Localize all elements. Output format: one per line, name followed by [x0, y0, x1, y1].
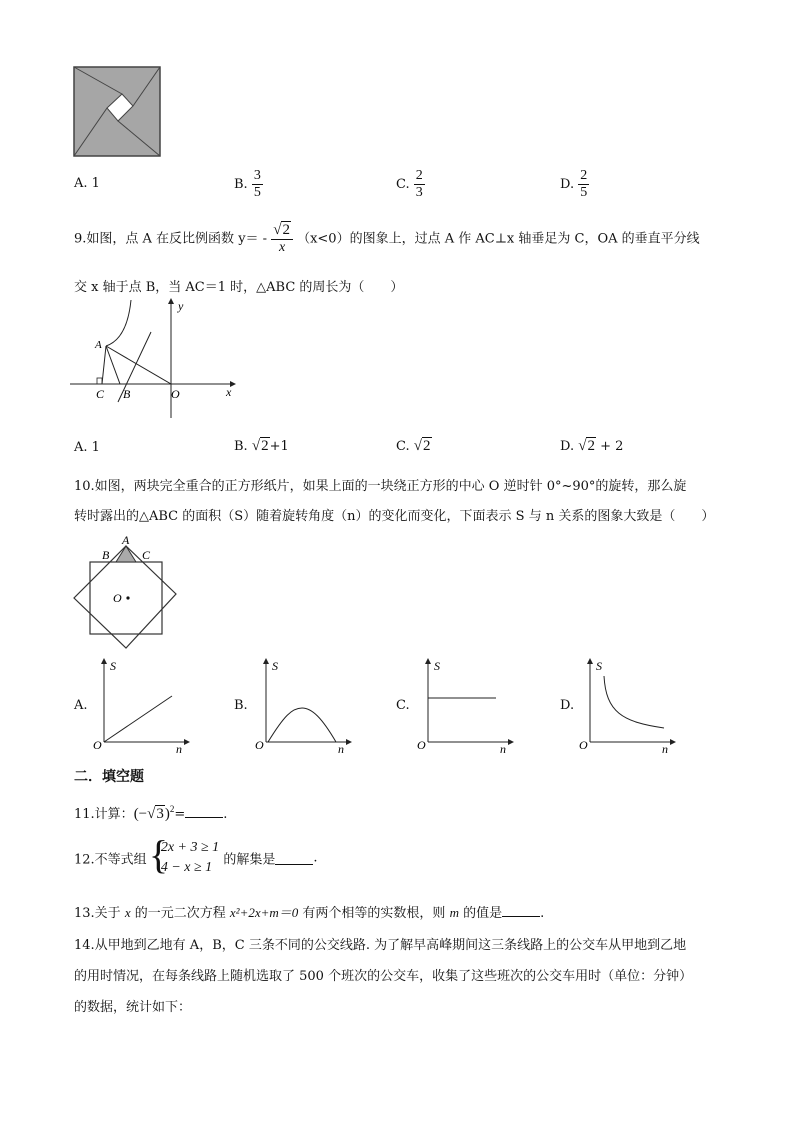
q9-question-line2: 交 x 轴于点 B，当 AC＝1 时，△ABC 的周长为（ ）	[74, 280, 404, 295]
q14-question-line2: 的用时情况，在每条线路上随机选取了 500 个班次的公交车，收集了这些班次的公交车用时（单位：分钟）	[74, 969, 693, 984]
q12-question: 12.不等式组 { 2x + 3 ≥ 1 4 − x ≥ 1 的解集是 .	[74, 838, 317, 878]
q10-label-c: C	[142, 548, 151, 562]
q9-label-y: y	[178, 299, 184, 313]
q10-graph-a	[92, 656, 192, 754]
q9-graph-figure	[70, 296, 240, 420]
q9-label-x: x	[226, 385, 232, 399]
q11-question: 11.计算：$(-√3)^2=$ .	[74, 804, 228, 822]
q12-answer-blank[interactable]	[275, 852, 313, 865]
q10-rotated-squares-figure	[72, 532, 180, 652]
q8-option-a: A. 1	[74, 176, 100, 191]
q10-label-o: O	[113, 591, 122, 605]
q8-pinwheel-figure	[73, 66, 161, 158]
q10-question-line1: 10.如图，两块完全重合的正方形纸片，如果上面的一块绕正方形的中心 O 逆时针 0°~90°的旋转，那么旋	[74, 479, 687, 494]
q10-option-a: A.	[74, 698, 88, 713]
q8-option-b: B. $\frac{3}{5}$	[234, 168, 261, 200]
q10-graph-d-s: S	[596, 659, 602, 673]
q9-option-a: A. 1	[74, 440, 100, 455]
section-title-fill-in: 二．填空题	[74, 769, 144, 785]
q9-option-c: C. √2	[396, 438, 431, 454]
q10-graph-c	[416, 656, 516, 754]
q9-option-b: B. √2+1	[234, 438, 289, 454]
q13-question: 13.关于 x 的一元二次方程 x²+2x+m＝0 有两个相等的实数根，则 m 的值是 .	[74, 905, 545, 921]
q10-graph-a-s: S	[110, 659, 116, 673]
q10-graph-c-o: O	[417, 738, 426, 752]
q10-option-d: D.	[560, 698, 575, 713]
q9-option-d: D. √2 + 2	[560, 438, 624, 454]
q8-option-c: C. $\frac{2}{3}$	[396, 168, 423, 200]
q11-answer-blank[interactable]	[185, 805, 223, 818]
q10-graph-b	[254, 656, 354, 754]
q10-graph-b-o: O	[255, 738, 264, 752]
q10-graph-a-n: n	[176, 742, 182, 754]
q10-graph-c-n: n	[500, 742, 506, 754]
q9-label-o: O	[171, 387, 180, 401]
q10-label-b: B	[102, 548, 110, 562]
q10-option-b: B.	[234, 698, 248, 713]
q9-question-line1: 9.如图，点 A 在反比例函数 y＝ - $\frac{√2}{x}$ （x<0）的图象上，过点 A 作 AC⊥x 轴垂足为 C，OA 的垂直平分线	[74, 222, 700, 255]
q13-answer-blank[interactable]	[502, 904, 540, 917]
q10-graph-b-s: S	[272, 659, 278, 673]
q10-graph-c-s: S	[434, 659, 440, 673]
q9-label-c: C	[96, 387, 105, 401]
q8-option-d: D. $\frac{2}{5}$	[560, 168, 588, 200]
q10-graph-b-n: n	[338, 742, 344, 754]
q9-label-a: A	[95, 339, 102, 351]
q10-question-line2: 转时露出的△ABC 的面积（S）随着旋转角度（n）的变化而变化，下面表示 S 与 n 关系的图象大致是（ ）	[74, 509, 715, 524]
q14-question-line1: 14.从甲地到乙地有 A，B，C 三条不同的公交线路. 为了解早高峰期间这三条线路上的公交车从甲地到乙地	[74, 938, 687, 953]
q10-label-a: A	[122, 533, 130, 547]
q12-inequality-system: { 2x + 3 ≥ 1 4 − x ≥ 1	[151, 838, 219, 878]
q10-graph-d-n: n	[662, 742, 668, 754]
q10-graph-a-o: O	[93, 738, 102, 752]
q14-question-line3: 的数据，统计如下：	[74, 1000, 192, 1015]
q10-option-c: C.	[396, 698, 410, 713]
q10-graph-d	[578, 656, 678, 754]
q9-label-b: B	[123, 387, 131, 401]
q10-graph-d-o: O	[579, 738, 588, 752]
